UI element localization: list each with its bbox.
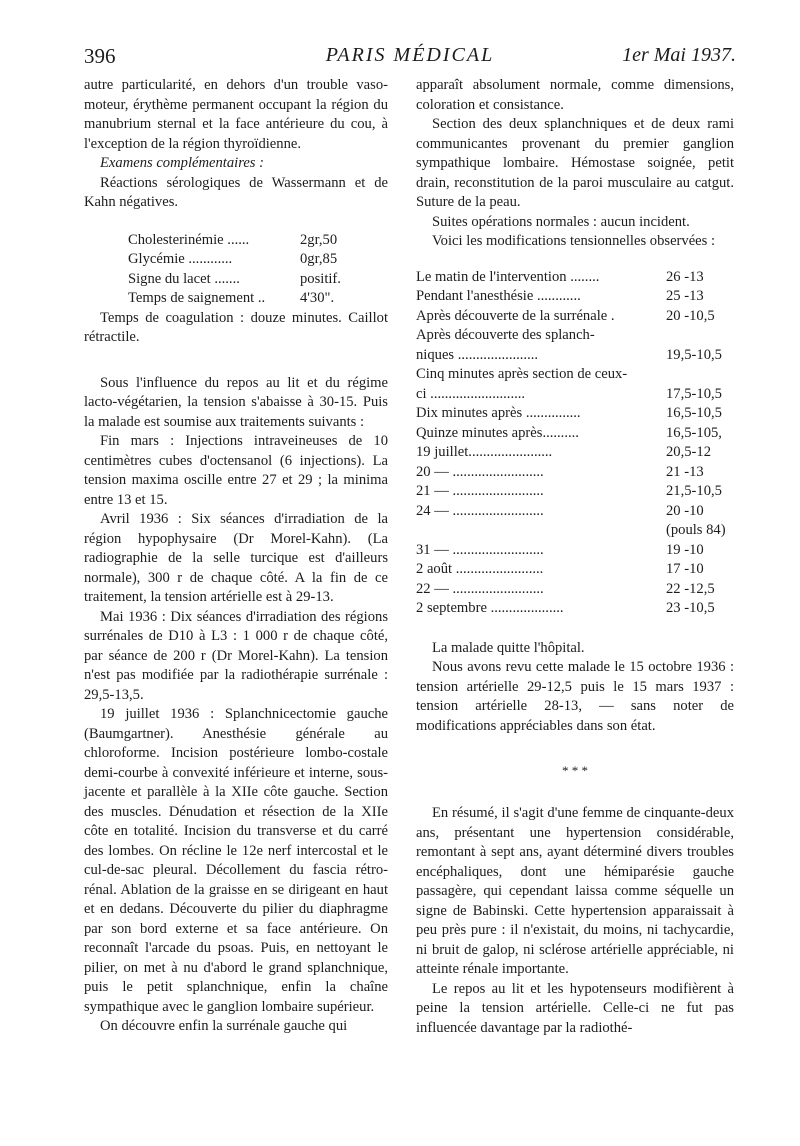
lab-value: positif.	[300, 270, 341, 287]
tension-value: 20 -10,5	[666, 307, 715, 324]
tension-row	[416, 287, 734, 307]
lab-label: Cholesterinémie ......	[128, 231, 250, 248]
tension-row	[416, 424, 734, 444]
paragraph: Réactions sérologiques de Wassermann et de Kahn négatives.	[84, 174, 388, 210]
tension-value: 25 -13	[666, 288, 704, 304]
paragraph: Avril 1936 : Six séances d'irradiation de la région hypophysaire (Dr Morel-Kahn). (La radiographie de la selle turcique est d'ailleurs normale), 300 r de chaque côté. A la fin de ce traitement, la tension artérielle est à 29-13.	[84, 511, 388, 605]
paragraph: Section des deux splanchniques et de deux rami communicantes provenant du premier ganglion sympathique lombaire. Hémostase soignée, petit drain, reconstitution de la paroi musculaire au catgut. Suture de la peau.	[416, 116, 734, 210]
tension-value: 17,5-10,5	[666, 385, 722, 402]
tension-row	[416, 443, 734, 463]
lab-label: Signe du lacet .......	[128, 270, 240, 287]
tension-value: 16,5-10,5	[666, 405, 722, 421]
tension-value: 20 -10	[666, 502, 704, 519]
issue-date: 1er Mai 1937.	[622, 44, 736, 66]
tension-label: Après découverte des splanch-	[416, 327, 595, 343]
paragraph: autre particularité, en dehors d'un trouble vaso-moteur, érythème permanent occupant la région du manubrium sternal et la face antérieure du cou, à l'exception de la région thyroïdienne.	[84, 77, 388, 152]
tension-row	[416, 502, 734, 522]
paragraph: On découvre enfin la surrénale gauche qui	[100, 1018, 348, 1034]
lab-row	[128, 250, 388, 270]
tension-label: 22 — .........................	[416, 580, 544, 597]
tension-label: Dix minutes après ...............	[416, 405, 581, 421]
tension-value	[666, 365, 734, 385]
lab-row	[128, 231, 388, 251]
tension-label: Pendant l'anesthésie ............	[416, 288, 581, 304]
tension-row	[416, 365, 734, 385]
tension-row	[416, 482, 734, 502]
tension-row	[416, 521, 734, 541]
lab-results	[128, 231, 388, 309]
tension-label: 19 juillet.......................	[416, 444, 553, 460]
tension-row	[416, 560, 734, 580]
tension-label: 2 août ........................	[416, 561, 544, 577]
paragraph: Mai 1936 : Dix séances d'irradiation des régions surrénales de D10 à L3 : 1 000 r de chaque côté, par séance de 200 r (Dr Morel-Kahn). La tension n'est pas modifiée par la radiothérapie surrénale : 29,5-13,5.	[84, 608, 388, 703]
paragraph: Nous avons revu cette malade le 15 octobre 1936 : tension artérielle 29-12,5 puis le 15 mars 1937 : tension artérielle 28-13, — sans noter de modifications appréciables dans son état.	[416, 659, 734, 734]
tension-row	[416, 599, 734, 619]
tension-label: 31 — .........................	[416, 541, 544, 558]
lab-value: 4'30".	[300, 290, 335, 306]
tension-label: 24 — .........................	[416, 502, 544, 519]
tension-row	[416, 541, 734, 561]
tension-label: Cinq minutes après section de ceux-	[416, 366, 628, 382]
paragraph: Sous l'influence du repos au lit et du régime lacto-végétarien, la tension s'abaisse à 30-15. Puis la malade est soumise aux traitements suivants :	[84, 374, 388, 430]
lab-value: 0gr,85	[300, 251, 338, 267]
right-column	[416, 76, 734, 1038]
paragraph: apparaît absolument normale, comme dimensions, coloration et consistance.	[416, 77, 734, 113]
tension-value: 23 -10,5	[666, 600, 715, 616]
tension-value: 17 -10	[666, 561, 704, 577]
tension-row	[416, 268, 734, 288]
tension-label: Le matin de l'intervention ........	[416, 268, 600, 285]
tension-value: 19 -10	[666, 541, 704, 558]
tension-row	[416, 463, 734, 483]
paragraph: 19 juillet 1936 : Splanchnicectomie gauche (Baumgartner). Anesthésie générale au chloroforme. Incision postérieure lombo-costale demi-courbe à convexité inférieure et interne, sous-jacente et parallèle à la XIIe côte gauche. Section des muscles. Dénudation et résection de la XIIe côte en totalité. Incision du transverse et du carré des lombes. On récline le 12e nerf intercostal et le cul-de-sac pleural. Décollement du fascia rétro-rénal. Ablation de la graisse en se dirigeant en haut et en dedans. Découverte du pilier du diaphragme par son bord externe et sa face antérieure. On reconnaît l'arcade du psoas. Puis, en nettoyant le pilier, on met à nu d'abord le grand splanchnique, puis le petit splanchnique, enfin la chaîne sympathique avec le ganglion lombaire supérieur.	[84, 706, 388, 1015]
pulse-note: (pouls 84)	[666, 522, 726, 538]
paragraph: Le repos au lit et les hypotenseurs modifièrent à peine la tension artérielle. Celle-ci ne fut pas influencée davantage par la radiothé-	[416, 980, 734, 1036]
tension-row	[416, 385, 734, 405]
tension-value	[666, 326, 734, 346]
lab-row	[128, 270, 388, 290]
paragraph: La malade quitte l'hôpital.	[432, 639, 585, 656]
paragraph: En résumé, il s'agit d'une femme de cinquante-deux ans, présentant une hypertension considérable, remontant à sept ans, ayant déterminé divers troubles encéphaliques, dont une hémiparésie gauche passagère, qui cependant laissa comme séquelle un signe de Babinski. Cette hypertension apparaissait à peu près pure : il n'existait, du moins, ni tachycardie, ni bruit de galop, ni sclérose artérielle appréciable, ni atteinte rénale importante.	[416, 805, 734, 977]
tension-value: 21,5-10,5	[666, 483, 722, 499]
tension-label: Quinze minutes après..........	[416, 424, 579, 441]
left-column	[84, 76, 388, 1037]
tension-row	[416, 580, 734, 600]
paragraph: Suites opérations normales : aucun incident.	[432, 213, 690, 230]
lab-value: 2gr,50	[300, 231, 338, 248]
tension-value: 22 -12,5	[666, 580, 715, 597]
tension-label: ci ..........................	[416, 385, 526, 402]
lab-label: Glycémie ............	[128, 251, 233, 267]
tension-label: Après découverte de la surrénale .	[416, 307, 615, 324]
lab-row	[128, 289, 388, 309]
paragraph: Temps de coagulation : douze minutes. Caillot rétractile.	[84, 309, 388, 345]
tension-label: niques ......................	[416, 346, 539, 363]
tension-row	[416, 346, 734, 366]
journal-title: PARIS MÉDICAL	[325, 44, 495, 66]
asterism-divider: * * *	[562, 763, 588, 778]
tension-value: 16,5-105,	[666, 424, 722, 441]
section-heading: Examens complémentaires :	[100, 155, 264, 171]
tension-value: 26 -13	[666, 268, 704, 285]
tension-label: 20 — .........................	[416, 463, 544, 480]
page-number: 396	[84, 44, 116, 68]
lab-label: Temps de saignement ..	[128, 290, 266, 306]
tension-label: 21 — .........................	[416, 483, 544, 499]
tension-value: 19,5-10,5	[666, 346, 722, 363]
page-header	[84, 44, 736, 72]
tension-row	[416, 404, 734, 424]
tension-value: 20,5-12	[666, 444, 711, 460]
tension-label: 2 septembre ....................	[416, 600, 564, 616]
tension-value: 21 -13	[666, 463, 704, 480]
tension-row	[416, 307, 734, 327]
tension-table	[416, 268, 734, 619]
paragraph: Fin mars : Injections intraveineuses de 10 centimètres cubes d'octensanol (6 injections). La tension maxima oscille entre 27 et 29 ; la minima entre 13 et 15.	[84, 433, 388, 508]
tension-row	[416, 326, 734, 346]
paragraph: Voici les modifications tensionnelles observées :	[432, 233, 716, 249]
